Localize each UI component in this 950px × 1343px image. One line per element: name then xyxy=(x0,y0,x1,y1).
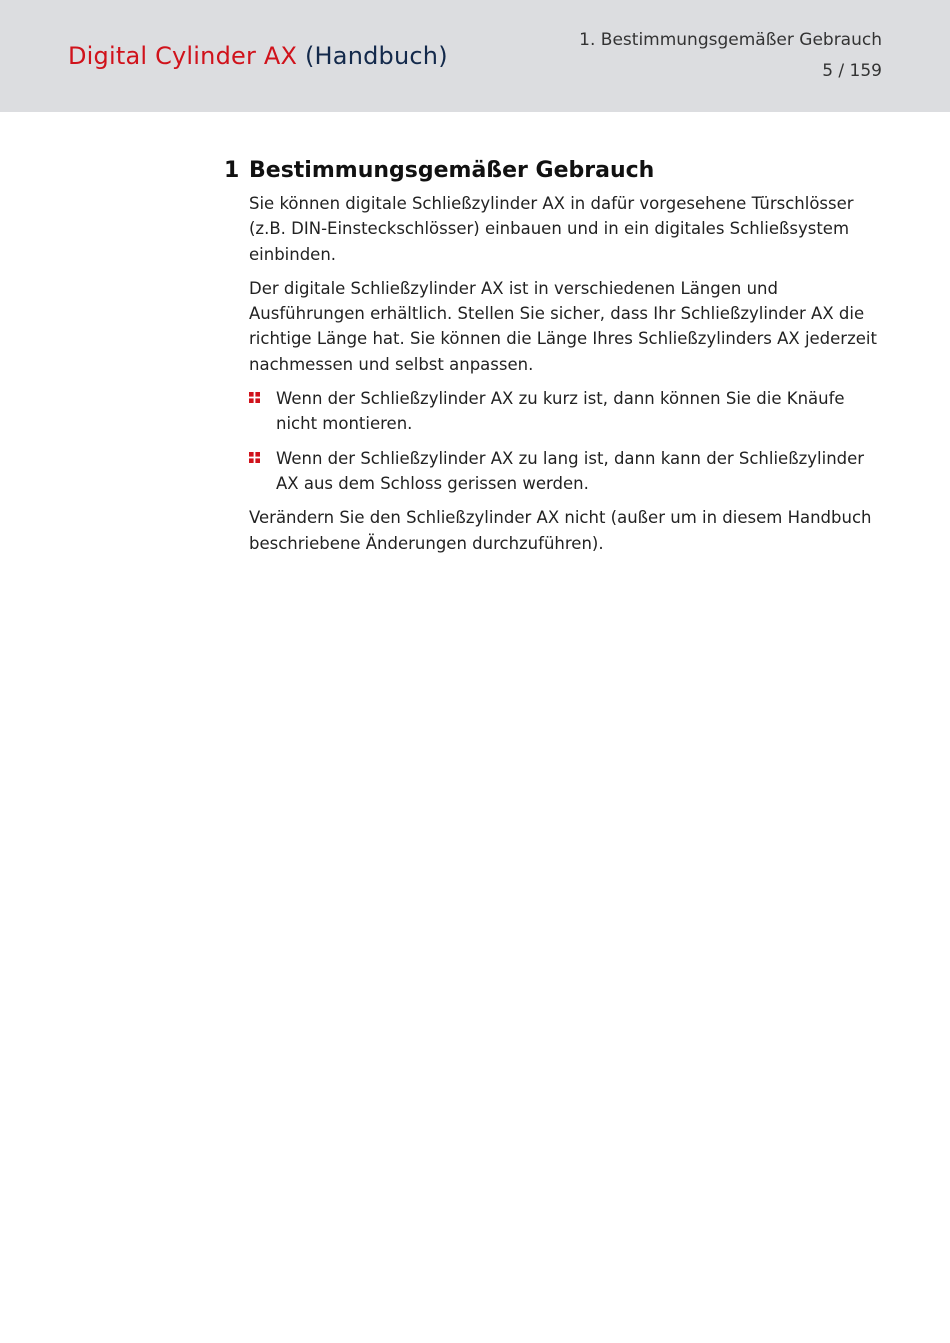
page-header xyxy=(0,0,950,112)
paragraph: Verändern Sie den Schließzylinder AX nicht (außer um in diesem Handbuch beschriebene Änderungen durchzuführen). xyxy=(249,508,872,553)
section-heading xyxy=(224,156,884,186)
list-item xyxy=(249,386,884,437)
product-name: Digital Cylinder AX xyxy=(68,42,298,70)
section-body xyxy=(249,191,884,556)
page-number: 5 / 159 xyxy=(822,61,882,81)
warning-bullet-icon xyxy=(249,386,276,437)
paragraph: Sie können digitale Schließzylinder AX in dafür vorgesehene Türschlösser (z.B. DIN-Einsteckschlösser) einbauen und in ein digitales Schließsystem einbinden. xyxy=(249,194,854,264)
warning-bullet-icon xyxy=(249,446,276,497)
paragraph: Der digitale Schließzylinder AX ist in verschiedenen Längen und Ausführungen erhältlich. Stellen Sie sicher, dass Ihr Schließzylinder AX die richtige Länge hat. Sie können die Länge Ihres Schließzylinders AX jederzeit nachmessen und selbst anpassen. xyxy=(249,278,877,374)
chapter-reference: 1. Bestimmungsgemäßer Gebrauch xyxy=(579,30,882,50)
document-title xyxy=(68,40,448,72)
document-subtitle: (Handbuch) xyxy=(304,42,448,70)
page-content xyxy=(224,156,884,565)
section-number: 1 xyxy=(224,158,240,183)
list-item-text: Wenn der Schließzylinder AX zu kurz ist, dann können Sie die Knäufe nicht montieren. xyxy=(276,389,845,434)
list-item-text: Wenn der Schließzylinder AX zu lang ist, dann kann der Schließzylinder AX aus dem Schloss gerissen werden. xyxy=(276,448,865,493)
list-item xyxy=(249,446,884,497)
section-title: Bestimmungsgemäßer Gebrauch xyxy=(249,158,655,183)
